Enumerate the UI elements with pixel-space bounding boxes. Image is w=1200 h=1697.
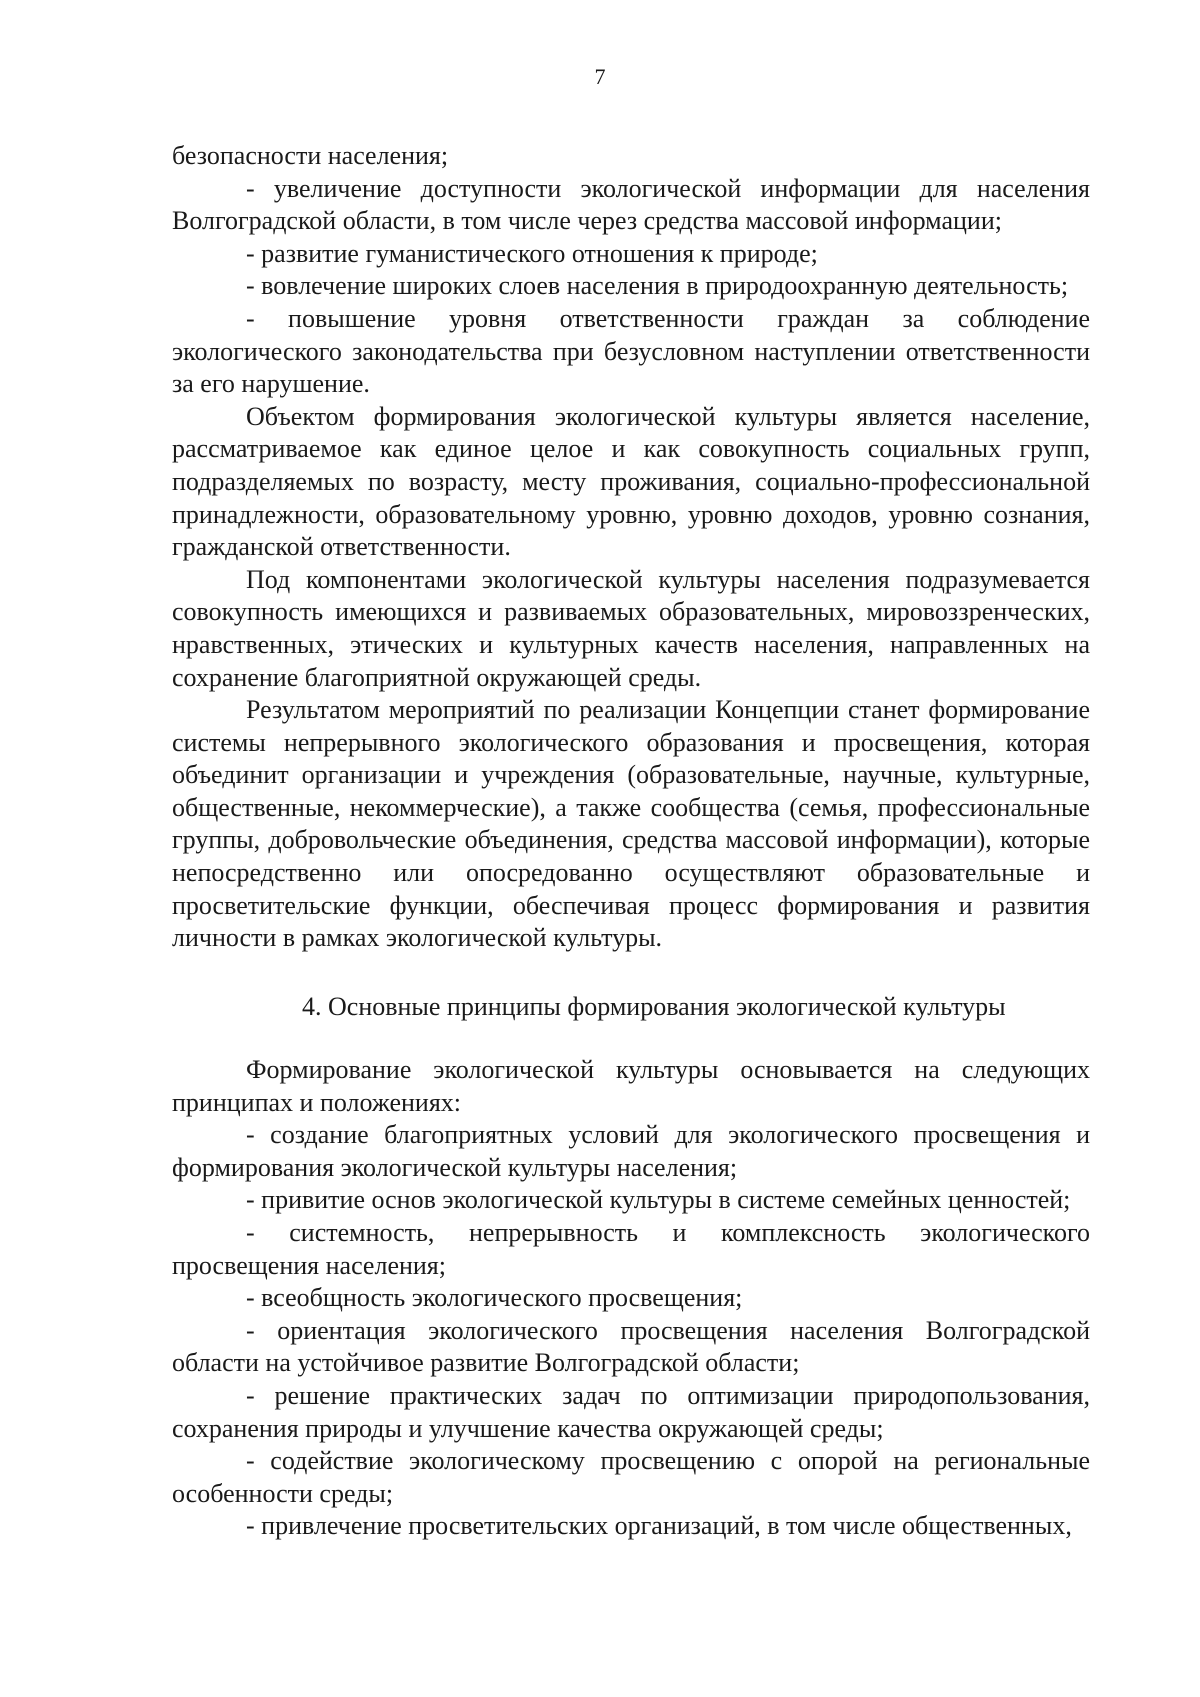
text-block-bottom bbox=[172, 1054, 1090, 1543]
paragraph-continuation: безопасности населения; bbox=[172, 141, 449, 170]
list-item-universality: - всеобщность экологического просвещения; bbox=[246, 1283, 743, 1313]
text-block-top bbox=[172, 140, 1090, 955]
list-item-sustainable-development: - ориентация экологического просвещения населения Волгоградской области на устойчивое развитие Волгоградской области; bbox=[172, 1315, 1090, 1378]
list-item-involvement: - вовлечение широких слоев населения в природоохранную деятельность; bbox=[246, 271, 1069, 301]
paragraph-object: Объектом формирования экологической культуры является население, рассматриваемое как единое целое и как совокупность социальных групп, подразделяемых по возрасту, месту проживания, социально-профессиональной принадлежности, образовательному уровню, уровню доходов, уровню сознания, гражданской ответственности. bbox=[172, 401, 1090, 562]
list-item-humanistic-attitude: - развитие гуманистического отношения к природе; bbox=[246, 238, 818, 268]
list-item-regional-features: - содействие экологическому просвещению с опорой на региональные особенности среды; bbox=[172, 1446, 1090, 1508]
paragraph-components: Под компонентами экологической культуры населения подразумевается совокупность имеющихся и развиваемых образовательных, мировоззренческих, нравственных, этических и культурных качеств населения, направленных на сохранение благоприятной окружающей среды. bbox=[172, 564, 1090, 692]
paragraph-result: Результатом мероприятий по реализации Концепции станет формирование системы непрерывного экологического образования и просвещения, которая объединит организации и учреждения (образовательные, научные, культурные, общественные, некоммерческие), а также сообщества (семья, профессиональные группы, добровольческие объединения, средства массовой информации), которые непосредственно или опосредованно осуществляют образовательные и просветительские функции, обеспечивая процесс формирования и развития личности в рамках экологической культуры. bbox=[172, 695, 1090, 953]
section-heading: 4. Основные принципы формирования экологической культуры bbox=[302, 992, 1006, 1021]
list-item-systematic: - системность, непрерывность и комплексность экологического просвещения населения; bbox=[172, 1217, 1090, 1280]
list-item-family-values: - привитие основ экологической культуры в системе семейных ценностей; bbox=[246, 1185, 1071, 1215]
list-item-practical-tasks: - решение практических задач по оптимизации природопользования, сохранения природы и улучшение качества окружающей среды; bbox=[172, 1380, 1090, 1443]
list-item-responsibility: - повышение уровня ответственности граждан за соблюдение экологического законодательства при безусловном наступлении ответственности за его нарушение. bbox=[172, 303, 1090, 399]
list-item-organizations: - привлечение просветительских организаций, в том числе общественных, bbox=[246, 1511, 1072, 1541]
list-item-favorable-conditions: - создание благоприятных условий для экологического просвещения и формирования экологической культуры населения; bbox=[172, 1120, 1090, 1182]
paragraph-principles-intro: Формирование экологической культуры основывается на следующих принципах и положениях: bbox=[172, 1055, 1090, 1117]
page-number: 7 bbox=[594, 64, 606, 89]
list-item-accessibility: - увеличение доступности экологической информации для населения Волгоградской области, в том числе через средства массовой информации; bbox=[172, 173, 1090, 236]
